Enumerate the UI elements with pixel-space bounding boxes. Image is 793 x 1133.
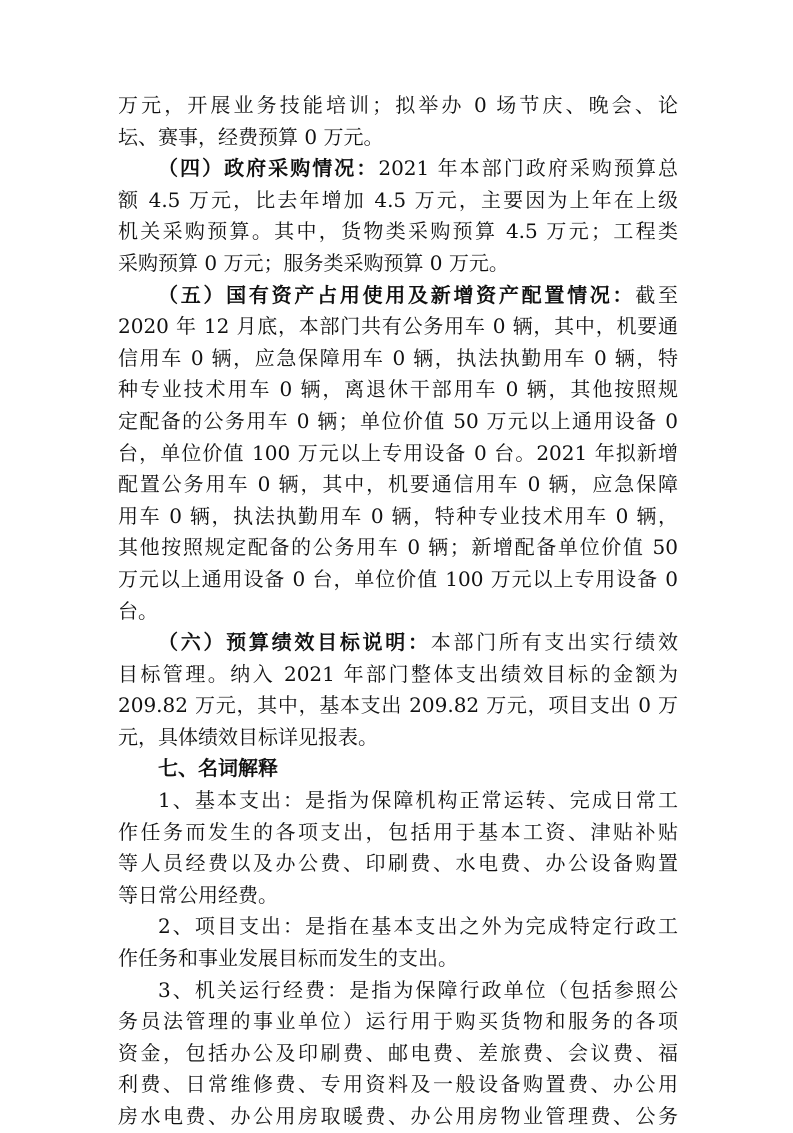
- body-line: [118, 406, 678, 438]
- line-text: 资金，包括办公及印刷费、邮电费、差旅费、会议费、福: [118, 1040, 678, 1065]
- line-text: 用车 0 辆，执法执勤用车 0 辆，特种专业技术用车 0 辆，: [118, 503, 678, 528]
- body-line: [118, 659, 678, 691]
- section-heading: （四）政府采购情况：: [158, 156, 379, 181]
- body-line: [118, 848, 678, 880]
- body-line: [118, 469, 678, 501]
- section-heading: （五）国有资产占用使用及新增资产配置情况：: [158, 282, 636, 307]
- body-line: [118, 90, 678, 122]
- body-line: [118, 343, 678, 375]
- body-line: [118, 501, 678, 533]
- chapter-heading-line: [118, 753, 678, 785]
- line-text: 配置公务用车 0 辆，其中，机要通信用车 0 辆，应急保障: [118, 472, 678, 497]
- line-text: 信用车 0 辆，应急保障用车 0 辆，执法执勤用车 0 辆，特: [118, 345, 678, 370]
- body-line: [118, 216, 678, 248]
- line-text: 定配备的公务用车 0 辆；单位价值 50 万元以上通用设备 0: [118, 408, 678, 433]
- body-line: [118, 122, 678, 154]
- line-text: 2020 年 12 月底，本部门共有公务用车 0 辆，其中，机要通: [118, 314, 678, 339]
- body-line: [118, 1038, 678, 1070]
- body-line: [118, 690, 678, 722]
- line-text: 元，具体绩效目标详见报表。: [118, 724, 378, 749]
- body-line: [118, 1006, 678, 1038]
- body-line: [118, 596, 678, 628]
- body-line: [118, 1069, 678, 1101]
- line-text: 2021 年本部门政府采购预算总: [378, 156, 678, 181]
- line-text: 房水电费、办公用房取暖费、办公用房物业管理费、公务: [118, 1104, 678, 1128]
- line-text: 额 4.5 万元，比去年增加 4.5 万元，主要因为上年在上级: [118, 187, 678, 212]
- body-line: [118, 374, 678, 406]
- section-heading: （六）预算绩效目标说明：: [158, 630, 431, 655]
- line-text: 种专业技术用车 0 辆，离退休干部用车 0 辆，其他按照规: [118, 377, 678, 402]
- line-text: 作任务和事业发展目标而发生的支出。: [118, 946, 458, 971]
- line-text: 2、项目支出：是指在基本支出之外为完成特定行政工: [158, 914, 678, 939]
- body-line: [118, 311, 678, 343]
- line-text: 等日常公用经费。: [118, 882, 278, 907]
- line-text: 其他按照规定配备的公务用车 0 辆；新增配备单位价值 50: [118, 535, 678, 560]
- body-line: [118, 438, 678, 470]
- body-line: [118, 248, 678, 280]
- line-text: 务员法管理的事业单位）运行用于购买货物和服务的各项: [118, 1009, 678, 1034]
- line-text: 等人员经费以及办公费、印刷费、水电费、办公设备购置: [118, 851, 678, 876]
- line-text: 台，单位价值 100 万元以上专用设备 0 台。2021 年拟新增: [118, 440, 678, 465]
- line-text: 目标管理。纳入 2021 年部门整体支出绩效目标的金额为: [118, 661, 678, 686]
- section-heading-line: [118, 627, 678, 659]
- line-text: 台。: [118, 598, 158, 623]
- body-line: [118, 880, 678, 912]
- body-line: [118, 722, 678, 754]
- body-line: [118, 785, 678, 817]
- line-text: 作任务而发生的各项支出，包括用于基本工资、津贴补贴: [118, 819, 678, 844]
- section-heading-line: [118, 153, 678, 185]
- line-text: 万元以上通用设备 0 台，单位价值 100 万元以上专用设备 0: [118, 566, 678, 591]
- line-text: 坛、赛事，经费预算 0 万元。: [118, 124, 384, 149]
- section-heading-line: [118, 280, 678, 312]
- line-text: 利费、日常维修费、专用资料及一般设备购置费、办公用: [118, 1072, 678, 1097]
- document-body: [118, 90, 678, 1133]
- body-line: [118, 975, 678, 1007]
- body-line: [118, 943, 678, 975]
- body-line: [118, 564, 678, 596]
- body-line: [118, 532, 678, 564]
- line-text: 本部门所有支出实行绩效: [430, 630, 678, 655]
- line-text: 万元，开展业务技能培训；拟举办 0 场节庆、晚会、论: [118, 93, 678, 117]
- line-text: 采购预算 0 万元；服务类采购预算 0 万元。: [118, 250, 509, 275]
- line-text: 209.82 万元，其中，基本支出 209.82 万元，项目支出 0 万: [118, 693, 678, 718]
- body-line: [118, 911, 678, 943]
- line-text: 截至: [635, 282, 678, 307]
- body-line: [118, 185, 678, 217]
- line-text: 3、机关运行经费：是指为保障行政单位（包括参照公: [158, 977, 678, 1002]
- body-line: [118, 817, 678, 849]
- line-text: 机关采购预算。其中，货物类采购预算 4.5 万元；工程类: [118, 219, 678, 244]
- line-text: 1、基本支出：是指为保障机构正常运转、完成日常工: [158, 788, 678, 813]
- body-line: [118, 1101, 678, 1133]
- chapter-heading: 七、名词解释: [158, 756, 278, 781]
